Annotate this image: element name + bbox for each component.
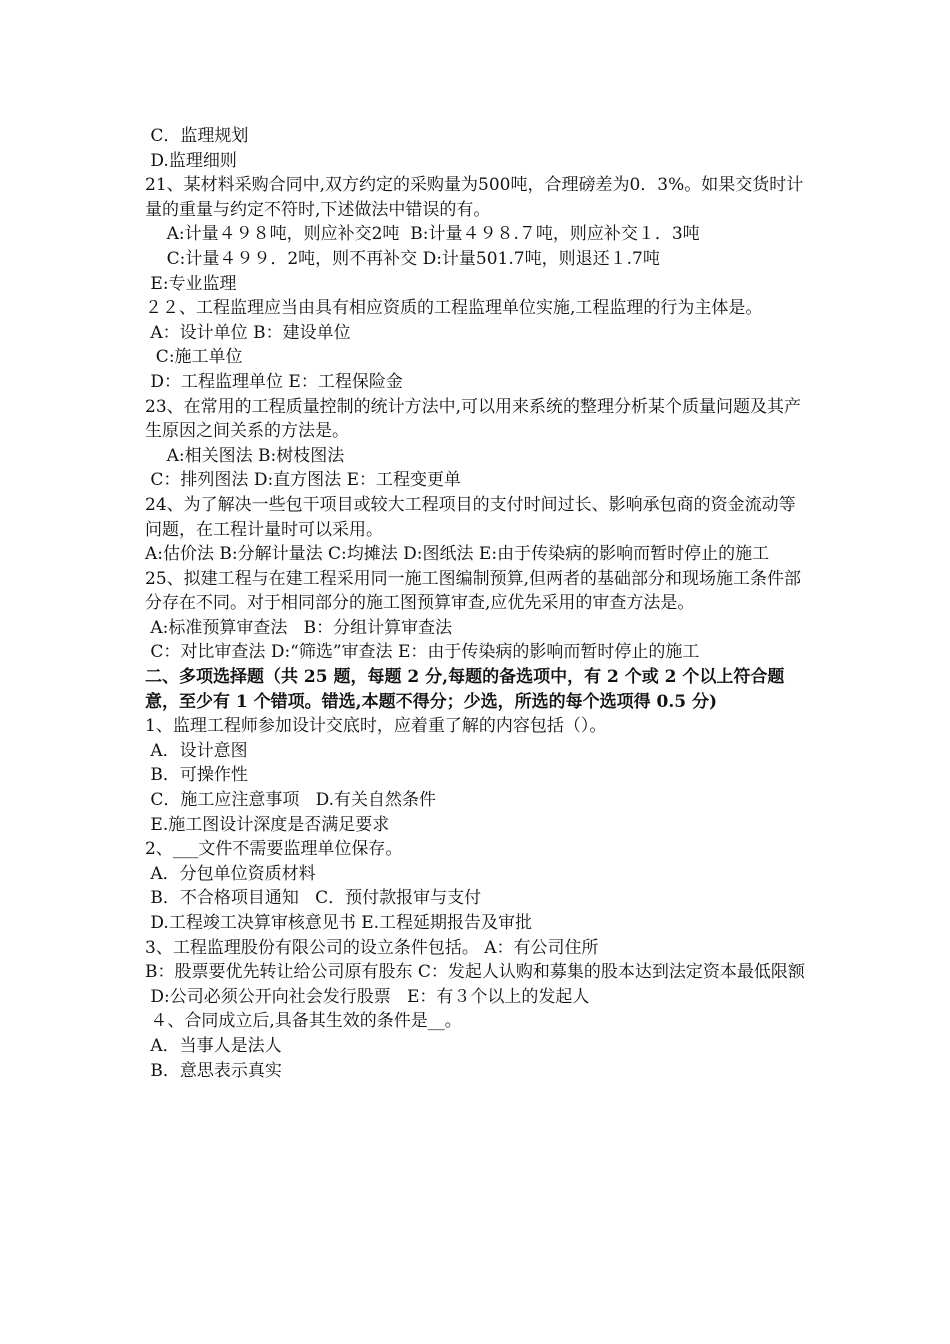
section-heading-multiple-choice: 二、多项选择题（共 25 题，每题 2 分,每题的备选项中，有 2 个或 2 个以上符合题意，至少有 1 个错项。错选,本题不得分；少选，所选的每个选项得 0.5 分) bbox=[145, 667, 785, 712]
question-1: 1、监理工程师参加设计交底时，应着重了解的内容包括（）。 bbox=[145, 716, 607, 737]
text-line: A:估价法 B:分解计量法 C:均摊法 D:图纸法 E:由于传染病的影响而暂时停止的施工 bbox=[145, 544, 770, 565]
text-line: D:公司必须公开向社会发行股票 E：有３个以上的发起人 bbox=[145, 986, 590, 1007]
text-line: B．不合格项目通知 C．预付款报审与支付 bbox=[145, 888, 482, 909]
question-24: 24、为了解决一些包干项目或较大工程项目的支付时间过长、影响承包商的资金流动等问题，在工程计量时可以采用。 bbox=[145, 494, 796, 540]
question-21: 21、某材料采购合同中,双方约定的采购量为500吨，合理磅差为0．3%。如果交货时计量的重量与约定不符时,下述做法中错误的有。 bbox=[145, 175, 804, 220]
question-25: 25、拟建工程与在建工程采用同一施工图编制预算,但两者的基础部分和现场施工条件部分存在不同。对于相同部分的施工图预算审查,应优先采用的审查方法是。 bbox=[145, 568, 802, 614]
text-line: A:计量４９８吨，则应补交2吨 B:计量４９８.７吨，则应补交１．3吨 bbox=[145, 224, 700, 245]
text-line: C．监理规划 bbox=[145, 126, 249, 146]
text-line: C:计量４９９．2吨，则不再补交 D:计量501.7吨，则退还１.7吨 bbox=[145, 248, 660, 269]
text-line: B：股票要优先转让给公司原有股东 C：发起人认购和募集的股本达到法定资本最低限额 bbox=[145, 962, 805, 983]
text-line: C：对比审查法 D:“筛选”审查法 E：由于传染病的影响而暂时停止的施工 bbox=[145, 642, 700, 663]
text-line: D.监理细则 bbox=[145, 150, 237, 171]
text-line: D.工程竣工决算审核意见书 E.工程延期报告及审批 bbox=[145, 913, 533, 933]
text-line: E.施工图设计深度是否满足要求 bbox=[145, 814, 390, 835]
question-3: 3、工程监理股份有限公司的设立条件包括。 A：有公司住所 bbox=[145, 937, 599, 958]
text-line: B．可操作性 bbox=[145, 765, 248, 786]
text-line: A．当事人是法人 bbox=[145, 1035, 282, 1056]
question-4: ４、合同成立后,具备其生效的条件是__。 bbox=[145, 1011, 462, 1032]
question-22: ２２、工程监理应当由具有相应资质的工程监理单位实施,工程监理的行为主体是。 bbox=[145, 298, 763, 319]
text-line: D：工程监理单位 E：工程保险金 bbox=[145, 371, 403, 392]
document-page bbox=[145, 124, 810, 1083]
text-line: A：设计单位 B：建设单位 bbox=[145, 322, 351, 343]
text-line: A．分包单位资质材料 bbox=[145, 863, 316, 884]
text-line: C．施工应注意事项 D.有关自然条件 bbox=[145, 790, 437, 811]
text-line: B．意思表示真实 bbox=[145, 1060, 282, 1081]
text-line: A:相关图法 B:树枝图法 bbox=[145, 445, 345, 466]
question-23: 23、在常用的工程质量控制的统计方法中,可以用来系统的整理分析某个质量问题及其产生原因之间关系的方法是。 bbox=[145, 396, 802, 442]
text-line: C：排列图法 D:直方图法 E：工程变更单 bbox=[145, 470, 461, 491]
text-line: A．设计意图 bbox=[145, 740, 248, 761]
text-line: E:专业监理 bbox=[145, 273, 237, 294]
text-line: C:施工单位 bbox=[145, 347, 243, 368]
text-line: A:标准预算审查法 B：分组计算审查法 bbox=[145, 617, 453, 638]
question-2: 2、___文件不需要监理单位保存。 bbox=[145, 839, 403, 860]
